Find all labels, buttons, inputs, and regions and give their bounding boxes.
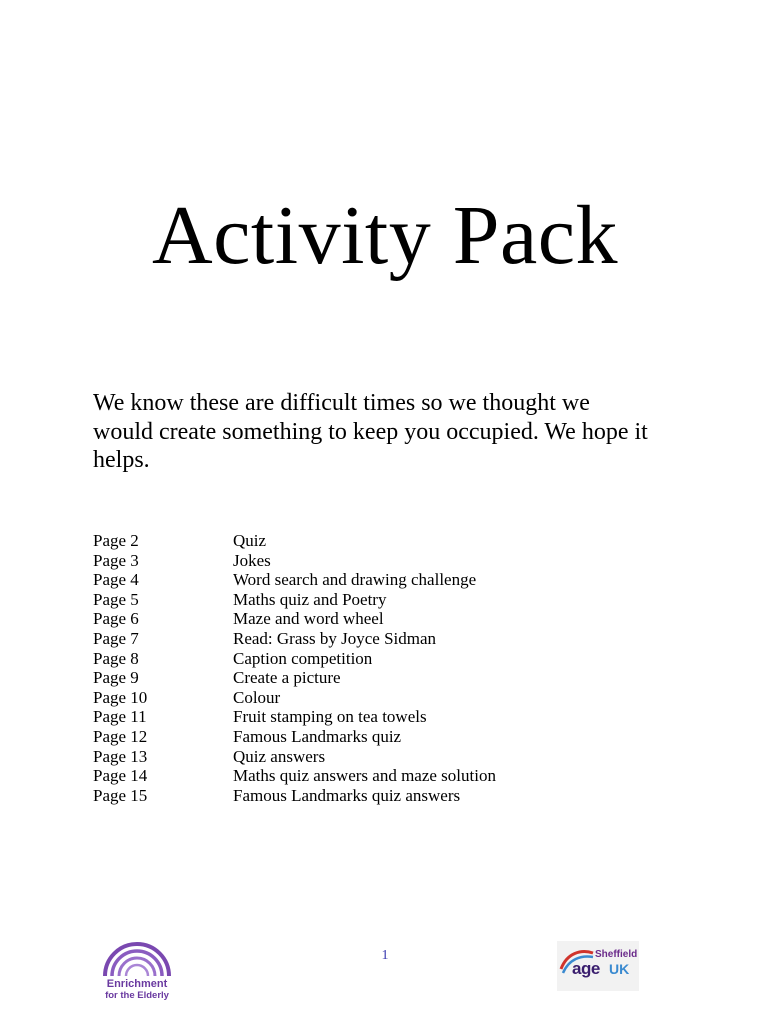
toc-page: Page 5 — [93, 589, 139, 609]
document-title: Activity Pack — [151, 189, 619, 282]
toc-row — [93, 551, 693, 571]
toc-page: Page 9 — [93, 668, 139, 688]
toc-page: Page 6 — [93, 609, 139, 629]
toc-entry: Famous Landmarks quiz answers — [233, 785, 461, 805]
toc-row — [93, 747, 693, 767]
logo-right-line3: UK — [609, 961, 630, 977]
toc-page: Page 2 — [93, 531, 139, 550]
toc-row — [93, 570, 693, 590]
toc-page: Page 12 — [93, 726, 148, 746]
toc-entry: Quiz answers — [233, 746, 326, 766]
toc-row — [93, 649, 693, 669]
toc-row — [93, 668, 693, 688]
table-of-contents — [93, 531, 693, 805]
toc-page: Page 15 — [93, 785, 148, 805]
toc-row — [93, 688, 693, 708]
toc-entry: Colour — [233, 687, 281, 707]
toc-page: Page 10 — [93, 687, 148, 707]
toc-entry: Word search and drawing challenge — [233, 570, 477, 590]
toc-page: Page 8 — [93, 648, 139, 668]
toc-page: Page 4 — [93, 570, 139, 590]
logo-right-line2: age — [572, 959, 600, 978]
toc-entry: Create a picture — [233, 668, 341, 688]
toc-entry: Maths quiz and Poetry — [233, 589, 387, 609]
toc-entry: Jokes — [233, 550, 271, 570]
toc-entry: Caption competition — [233, 648, 373, 668]
toc-page: Page 14 — [93, 766, 148, 786]
toc-entry: Fruit stamping on tea towels — [233, 707, 427, 727]
toc-row — [93, 727, 693, 747]
logo-left-line2: for the Elderly — [105, 990, 169, 1001]
toc-page: Page 3 — [93, 550, 139, 570]
toc-entry: Maths quiz answers and maze solution — [233, 766, 496, 786]
toc-entry: Read: Grass by Joyce Sidman — [233, 628, 437, 648]
page-number: 1 — [381, 948, 389, 963]
sheffield-age-uk-logo — [557, 941, 639, 991]
toc-row — [93, 590, 693, 610]
logo-right-line1: Sheffield — [595, 949, 638, 960]
toc-row — [93, 707, 693, 727]
toc-row — [93, 629, 693, 649]
toc-row — [93, 531, 693, 551]
toc-row — [93, 609, 693, 629]
toc-row — [93, 766, 693, 786]
toc-entry: Maze and word wheel — [233, 609, 384, 629]
toc-page: Page 11 — [93, 707, 147, 727]
toc-page: Page 7 — [93, 628, 139, 648]
toc-entry: Famous Landmarks quiz — [233, 726, 402, 746]
toc-page: Page 13 — [93, 746, 148, 766]
intro-paragraph: We know these are difficult times so we thought we would create something to keep you occupied. We hope it helps. — [93, 390, 648, 473]
toc-entry: Quiz — [233, 531, 267, 550]
logo-left-line1: Enrichment — [106, 978, 168, 990]
toc-row — [93, 786, 693, 806]
